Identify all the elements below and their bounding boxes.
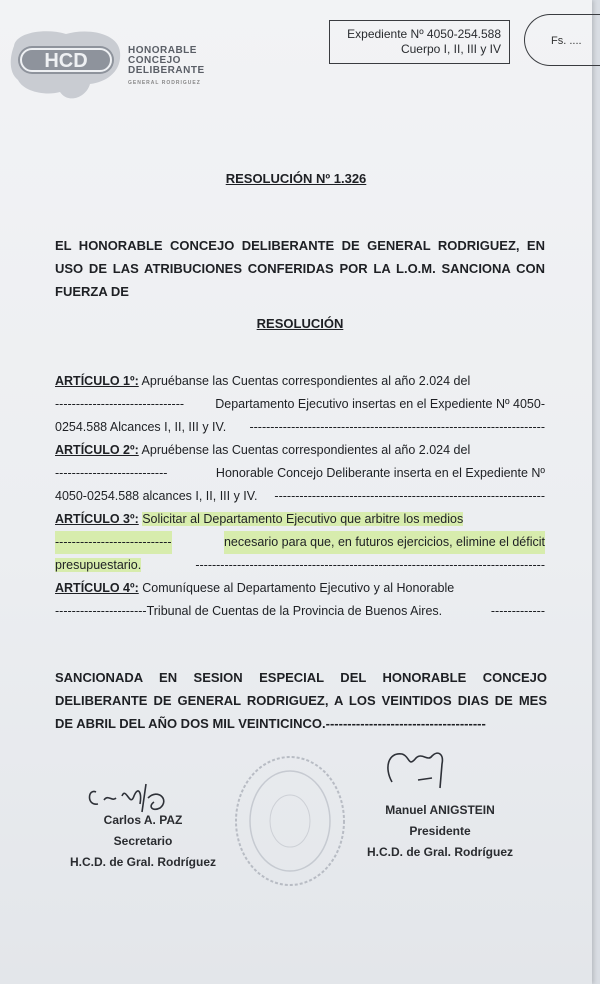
article-text-highlighted: presupuestario. <box>55 558 142 572</box>
folio-label: Fs. .... <box>551 35 582 47</box>
logo-line: HONORABLE <box>128 45 197 56</box>
article-text: Tribunal de Cuentas de la Provincia de Buenos Aires. <box>146 604 443 618</box>
expediente-number: Expediente Nº 4050-254.588 <box>347 27 501 41</box>
article-text: 4050-0254.588 alcances I, II, III y IV. <box>55 489 258 503</box>
article-text-highlighted: Solicitar al Departamento Ejecutivo que arbitre los medios <box>142 512 464 526</box>
signer-name <box>350 800 530 821</box>
signer-org: H.C.D. de Gral. Rodríguez <box>69 855 216 869</box>
hcd-logo <box>6 26 122 102</box>
article-2: ARTÍCULO 2º: Apruébense las Cuentas correspondientes al año 2.024 del --------------------------- Honorable Concejo Deliberante inserta en el Expediente Nº 4050-0254.588 alcances I, II, III y IV. ----------------------------------------------------------------- <box>55 439 545 508</box>
article-text-highlighted: necesario para que, en futuros ejercicios, elimine el déficit <box>224 531 545 554</box>
resolution-title: RESOLUCIÓN Nº 1.326 <box>225 171 367 186</box>
svg-text:HCD: HCD <box>44 50 88 72</box>
closing-text: SANCIONADA EN SESION ESPECIAL DEL HONORABLE CONCEJO DELIBERANTE DE GENERAL RODRIGUEZ, A LOS VEINTIDOS DIAS DE MES DE ABRIL DEL AÑO DOS MIL VEINTICINCO. <box>55 670 547 731</box>
intro-paragraph: EL HONORABLE CONCEJO DELIBERANTE DE GENERAL RODRIGUEZ, EN USO DE LAS ATRIBUCIONES CONFERIDAS POR LA L.O.M. SANCIONA CON FUERZA DE <box>55 238 545 299</box>
article-4: ARTÍCULO 4º: Comuníquese al Departamento Ejecutivo y al Honorable ----------------------Tribunal de Cuentas de la Provincia de Buenos Aires. ------------- <box>55 581 545 618</box>
article-1: ARTÍCULO 1º: Apruébanse las Cuentas correspondientes al año 2.024 del ------------------------------- Departamento Ejecutivo insertas en el Expediente Nº 4050- 0254.588 Alcances I, II, III y IV. ----------------------------------------------------------------------- <box>55 370 545 439</box>
logo-line: CONCEJO <box>128 55 181 66</box>
signature-scribble-right <box>378 744 470 796</box>
logo-line: DELIBERANTE <box>128 65 205 76</box>
article-text: Comuníquese al Departamento Ejecutivo y al Honorable <box>142 581 455 595</box>
article-text: Apruébense las Cuentas correspondientes al año 2.024 del <box>141 443 471 457</box>
signature-presidente <box>350 800 530 863</box>
logo-wordmark <box>128 46 205 88</box>
article-text: Apruébanse las Cuentas correspondientes al año 2.024 del <box>141 374 471 388</box>
resolution-subtitle: RESOLUCIÓN <box>256 316 344 331</box>
article-label: ARTÍCULO 1º: <box>55 374 139 388</box>
expediente-cuerpo: Cuerpo I, II, III y IV <box>400 42 501 56</box>
article-text: 0254.588 Alcances I, II, III y IV. <box>55 420 227 434</box>
signer-first-name: Manuel <box>385 803 427 817</box>
article-text: Honorable Concejo Deliberante inserta en el Expediente Nº <box>215 466 545 480</box>
signer-role: Presidente <box>409 824 471 838</box>
article-3: ARTÍCULO 3º: Solicitar al Departamento Ejecutivo que arbitre los medios ---------------------------- necesario para que, en futuros ejercicios, elimine el déficit presupuestario. ------------------------------------------------------------------------------------ <box>55 512 545 572</box>
signer-last-name: ANIGSTEIN <box>429 803 495 817</box>
article-text: Departamento Ejecutivo insertas en el Expediente Nº 4050- <box>215 397 545 411</box>
expediente-box <box>329 20 510 64</box>
logo-subtitle: GENERAL RODRIGUEZ <box>128 80 201 86</box>
official-seal <box>232 752 348 890</box>
closing-paragraph: SANCIONADA EN SESION ESPECIAL DEL HONORABLE CONCEJO DELIBERANTE DE GENERAL RODRIGUEZ, A LOS VEINTIDOS DIAS DE MES DE ABRIL DEL AÑO DOS MIL VEINTICINCO.------------------------------------- <box>55 670 547 731</box>
article-label: ARTÍCULO 2º: <box>55 443 139 457</box>
article-label: ARTÍCULO 3º: <box>55 512 139 526</box>
signer-name: Carlos A. PAZ <box>103 813 183 827</box>
folio-box <box>524 14 600 66</box>
signer-role: Secretario <box>113 834 173 848</box>
signer-org: H.C.D. de Gral. Rodríguez <box>366 845 513 859</box>
signature-secretario <box>58 810 228 873</box>
article-label: ARTÍCULO 4º: <box>55 581 139 595</box>
